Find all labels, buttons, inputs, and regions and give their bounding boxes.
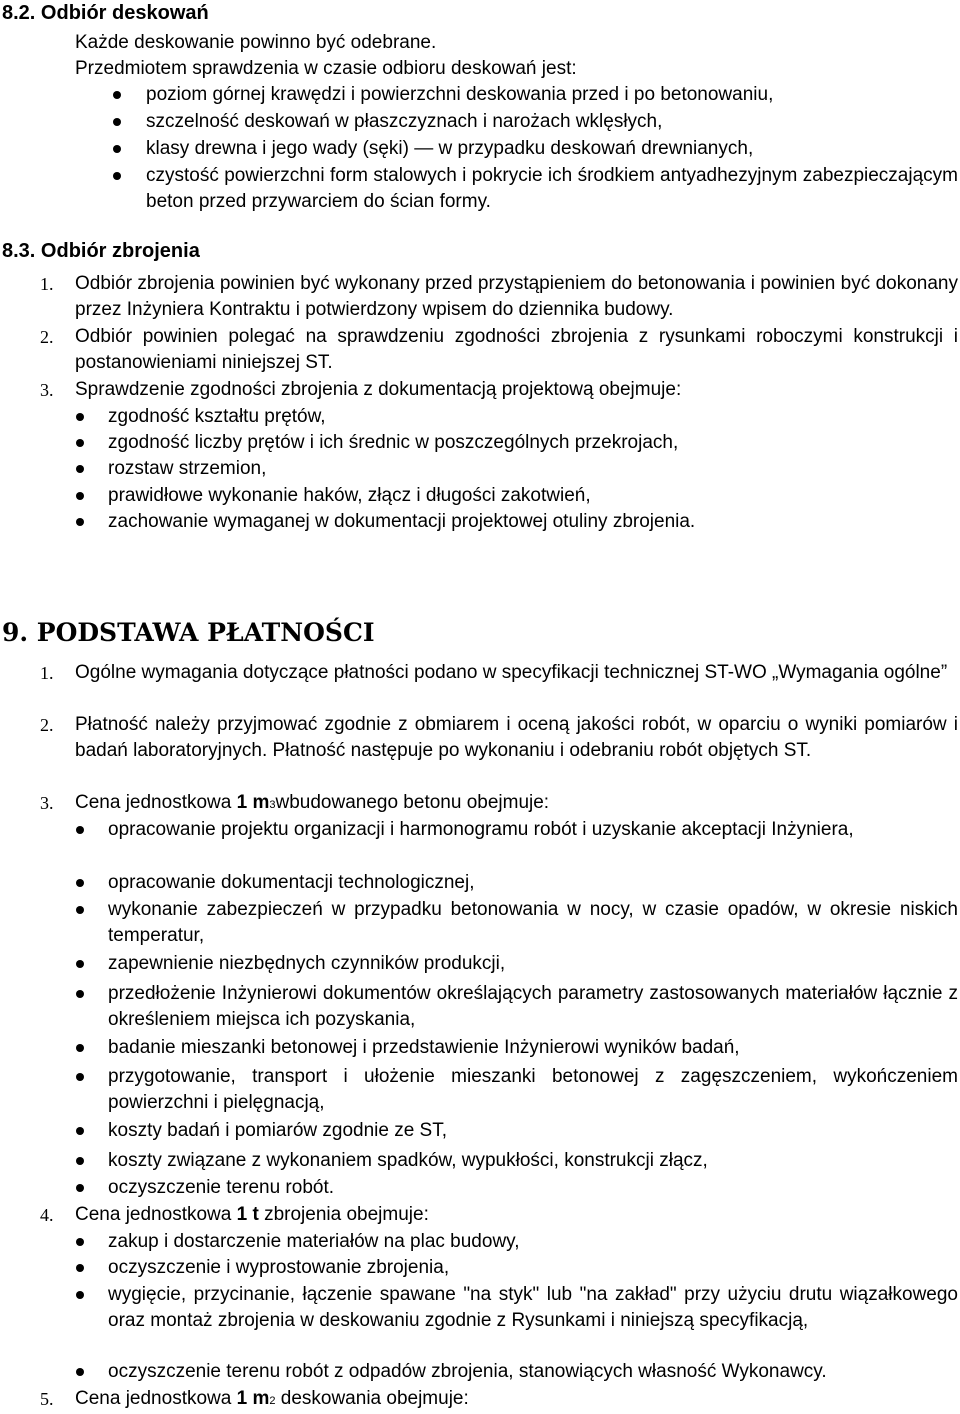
text-run: wbudowanego betonu obejmuje: [275, 792, 550, 813]
bullet-icon [76, 404, 88, 416]
list-number: 3. [40, 380, 54, 400]
unit-label: 1 m [236, 792, 270, 813]
list-item: oczyszczenie i wyprostowanie zbrojenia, [108, 1257, 450, 1278]
bullet-icon [76, 1175, 88, 1187]
list-item: zapewnienie niezbędnych czynników produkcji, [108, 953, 506, 974]
text-run: Cena jednostkowa [75, 1204, 237, 1225]
bullet-icon [76, 817, 88, 829]
paragraph: Przedmiotem sprawdzenia w czasie odbioru deskowań jest: [75, 58, 577, 79]
bullet-icon [76, 430, 88, 442]
list-item: oczyszczenie terenu robót. [108, 1177, 335, 1198]
section-heading-9: 9. PODSTAWA PŁATNOŚCI [2, 618, 375, 647]
paragraph: Sprawdzenie zgodności zbrojenia z dokumentacją projektową obejmuje: [75, 379, 682, 400]
unit-exponent: 2 [269, 1395, 276, 1407]
text-run: deskowania obejmuje: [275, 1388, 469, 1409]
bullet-icon [76, 483, 88, 495]
text-run: Cena jednostkowa [75, 1388, 237, 1409]
list-item: prawidłowe wykonanie haków, złącz i długości zakotwień, [108, 485, 591, 506]
list-item: zakup i dostarczenie materiałów na plac budowy, [108, 1231, 520, 1252]
bullet-icon [76, 1148, 88, 1160]
list-item: koszty badań i pomiarów zgodnie ze ST, [108, 1120, 448, 1141]
list-item: opracowanie dokumentacji technologicznej, [108, 872, 475, 893]
list-item: klasy drewna i jego wady (sęki) — w przypadku deskowań drewnianych, [146, 138, 754, 159]
bullet-icon [76, 1064, 88, 1076]
paragraph: Ogólne wymagania dotyczące płatności podano w specyfikacji technicznej ST-WO „Wymagania ogólne” [75, 662, 948, 683]
unit-label: 1 m [236, 1388, 270, 1409]
bullet-icon [76, 1282, 88, 1294]
list-item: zgodność liczby prętów i ich średnic w poszczególnych przekrojach, [108, 432, 679, 453]
bullet-icon [76, 981, 88, 993]
list-item: wykonanie zabezpieczeń w przypadku betonowania w nocy, w czasie opadów, w okresie niskich temperatur, [108, 899, 958, 946]
section-heading-8-2: 8.2. Odbiór deskowań [2, 2, 209, 24]
bullet-icon [113, 163, 125, 175]
text-run: Cena jednostkowa [75, 792, 237, 813]
section-heading-8-3: 8.3. Odbiór zbrojenia [2, 240, 200, 262]
list-item: zachowanie wymaganej w dokumentacji projektowej otuliny zbrojenia. [108, 511, 696, 532]
list-item: rozstaw strzemion, [108, 458, 267, 479]
list-item: poziom górnej krawędzi i powierzchni deskowania przed i po betonowaniu, [146, 84, 774, 105]
paragraph: Płatność należy przyjmować zgodnie z obmiarem i oceną jakości robót, w oparciu o wyniki pomiarów i badań laboratoryjnych. Płatność następuje po wykonaniu i odebraniu robót objętych ST. [75, 714, 958, 761]
list-number: 2. [40, 715, 54, 735]
list-item: opracowanie projektu organizacji i harmonogramu robót i uzyskanie akceptacji Inżyniera, [108, 819, 854, 840]
list-item: wygięcie, przycinanie, łączenie spawane "na styk" lub "na zakład" przy użyciu drutu wiązałkowego oraz montaż zbrojenia w deskowaniu zgodnie z Rysunkami i niniejszą specyfikacją, [108, 1284, 958, 1331]
list-number: 5. [40, 1389, 54, 1409]
paragraph: Każde deskowanie powinno być odebrane. [75, 32, 437, 53]
paragraph [75, 790, 958, 818]
text-run: zbrojenia obejmuje: [258, 1204, 429, 1225]
list-number: 1. [40, 663, 54, 683]
list-item: szczelność deskowań w płaszczyznach i narożach wklęsłych, [146, 111, 663, 132]
bullet-icon [76, 1255, 88, 1267]
bullet-icon [76, 456, 88, 468]
bullet-icon [76, 870, 88, 882]
list-number: 3. [40, 793, 54, 813]
paragraph [75, 1386, 958, 1414]
bullet-icon [76, 1118, 88, 1130]
bullet-icon [113, 82, 125, 94]
list-number: 1. [40, 274, 54, 294]
list-item: koszty związane z wykonaniem spadków, wypukłości, konstrukcji złącz, [108, 1150, 708, 1171]
bullet-icon [76, 1359, 88, 1371]
list-number: 4. [40, 1205, 54, 1225]
bullet-icon [76, 1035, 88, 1047]
list-item: badanie mieszanki betonowej i przedstawienie Inżynierowi wyników badań, [108, 1037, 740, 1058]
list-item: przedłożenie Inżynierowi dokumentów określających parametry zastosowanych materiałów łącznie z określeniem miejsca ich pozyskania, [108, 983, 958, 1030]
bullet-icon [113, 109, 125, 121]
list-item: oczyszczenie terenu robót z odpadów zbrojenia, stanowiących własność Wykonawcy. [108, 1361, 827, 1382]
bullet-icon [76, 1229, 88, 1241]
paragraph [75, 1202, 958, 1228]
list-number: 2. [40, 327, 54, 347]
unit-exponent: 3 [269, 799, 276, 811]
paragraph: Odbiór zbrojenia powinien być wykonany przed przystąpieniem do betonowania i powinien być dokonany przez Inżyniera Kontraktu i potwierdzony wpisem do dziennika budowy. [75, 273, 958, 320]
list-item: przygotowanie, transport i ułożenie mieszanki betonowej z zagęszczeniem, wykończeniem powierzchni i pielęgnacją, [108, 1066, 958, 1113]
bullet-icon [113, 136, 125, 148]
paragraph: Odbiór powinien polegać na sprawdzeniu zgodności zbrojenia z rysunkami roboczymi konstrukcji i postanowieniami niniejszej ST. [75, 326, 958, 373]
bullet-icon [76, 951, 88, 963]
list-item: czystość powierzchni form stalowych i pokrycie ich środkiem antyadhezyjnym zabezpieczającym beton przed przywarciem do ścian formy. [146, 165, 958, 212]
bullet-icon [76, 509, 88, 521]
bullet-icon [76, 897, 88, 909]
list-item: zgodność kształtu prętów, [108, 406, 326, 427]
unit-label: 1 t [236, 1204, 259, 1225]
